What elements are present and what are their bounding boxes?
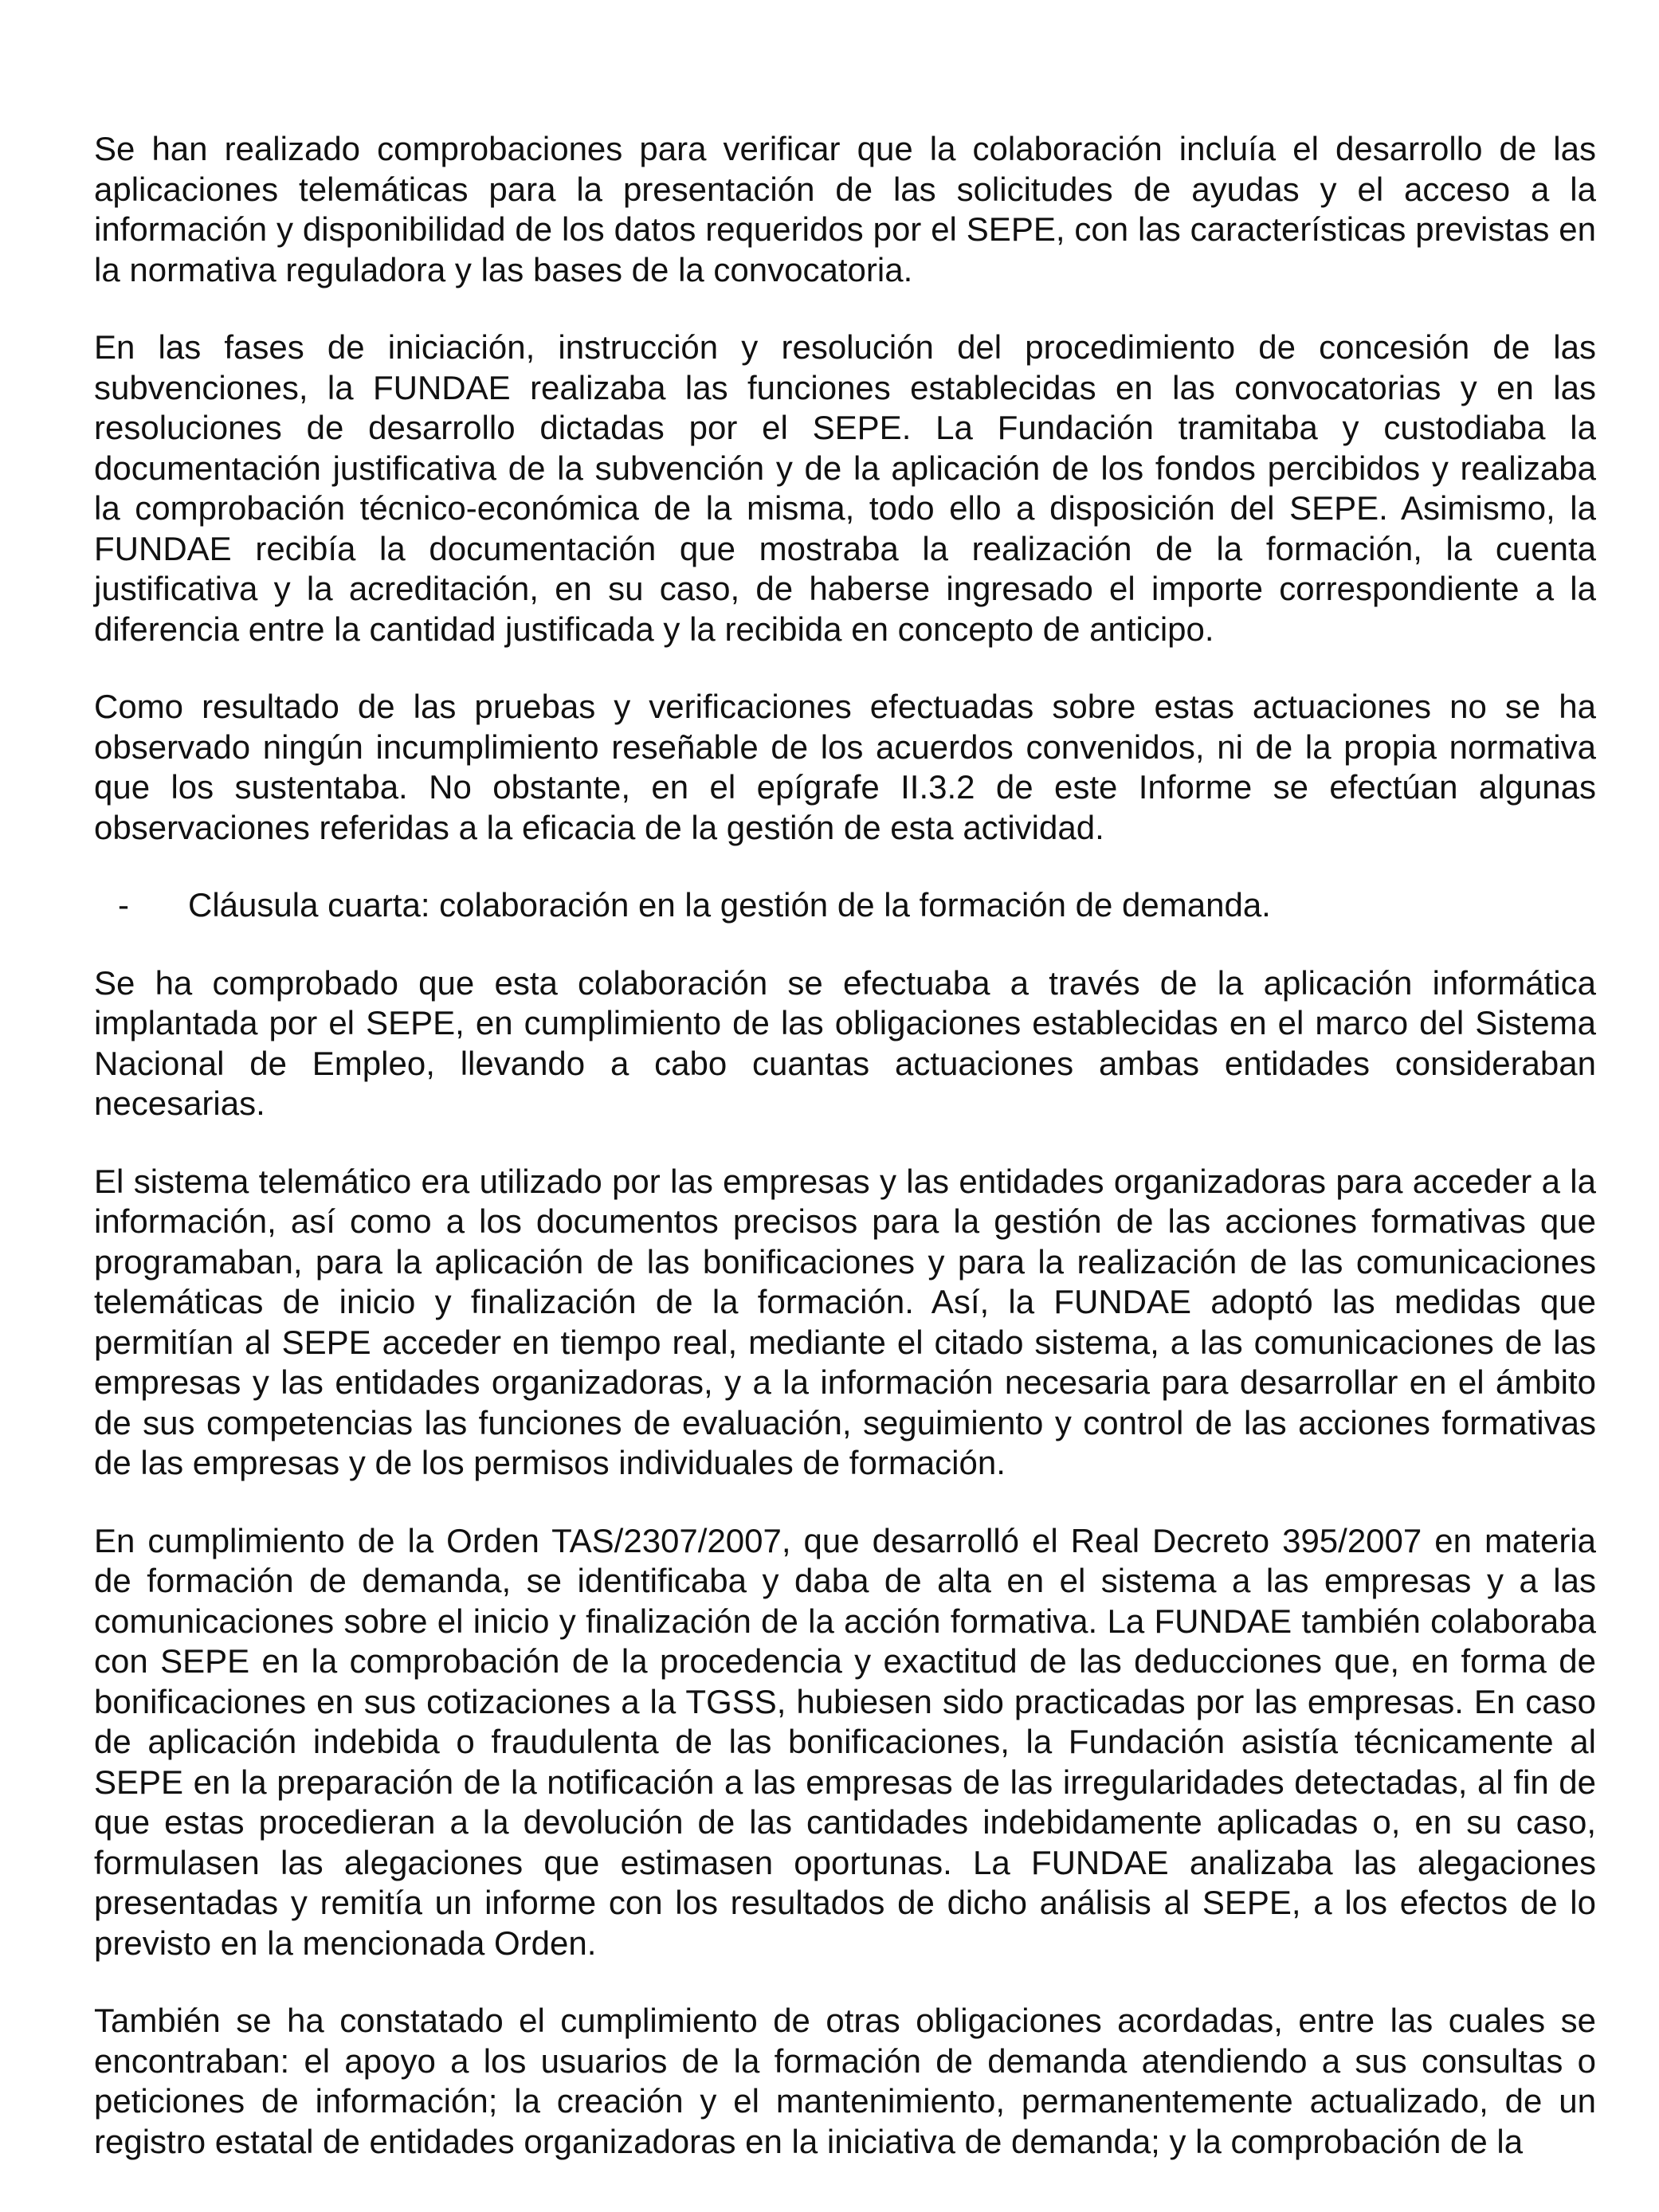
clause-title: Cláusula cuarta: colaboración en la gestión de la formación de demanda.	[188, 886, 1271, 924]
bullet-marker: -	[118, 886, 129, 924]
paragraph-telematic-system: El sistema telemático era utilizado por las empresas y las entidades organizadoras para acceder a la información, así como a los documentos precisos para la gestión de las acciones formativas que programaban, para la aplicación de las bonificaciones y para la realización de las comunicaciones telemáticas de inicio y finalización de la formación. Así, la FUNDAE adoptó las medidas que permitían al SEPE acceder en tiempo real, mediante el citado sistema, a las comunicaciones de las empresas y las entidades organizadoras, y a la información necesaria para desarrollar en el ámbito de sus competencias las funciones de evaluación, seguimiento y control de las acciones formativas de las empresas y de los permisos individuales de formación.	[94, 1162, 1596, 1481]
clause-bullet-item	[94, 885, 1596, 926]
paragraph-order-compliance: En cumplimiento de la Orden TAS/2307/2007, que desarrolló el Real Decreto 395/2007 en materia de formación de demanda, se identificaba y daba de alta en el sistema a las empresas y a las comunicaciones sobre el inicio y finalización de la acción formativa. La FUNDAE también colaboraba con SEPE en la comprobación de la procedencia y exactitud de las deducciones que, en forma de bonificaciones en sus cotizaciones a la TGSS, hubiesen sido practicadas por las empresas. En caso de aplicación indebida o fraudulenta de las bonificaciones, la Fundación asistía técnicamente al SEPE en la preparación de la notificación a las empresas de las irregularidades detectadas, al fin de que estas procedieran a la devolución de las cantidades indebidamente aplicadas o, en su caso, formulasen las alegaciones que estimasen oportunas. La FUNDAE analizaba las alegaciones presentadas y remitía un informe con los resultados de dicho análisis al SEPE, a los efectos de lo previsto en la mencionada Orden.	[94, 1521, 1596, 1962]
paragraph-application-collaboration: Se ha comprobado que esta colaboración se efectuaba a través de la aplicación informática implantada por el SEPE, en cumplimiento de las obligaciones establecidas en el marco del Sistema Nacional de Empleo, llevando a cabo cuantas actuaciones ambas entidades consideraban necesarias.	[94, 963, 1596, 1122]
paragraph-verification: Se han realizado comprobaciones para verificar que la colaboración incluía el desarrollo de las aplicaciones telemáticas para la presentación de las solicitudes de ayudas y el acceso a la información y disponibilidad de los datos requeridos por el SEPE, con las características previstas en la normativa reguladora y las bases de la convocatoria.	[94, 130, 1596, 288]
paragraph-other-obligations: También se ha constatado el cumplimiento de otras obligaciones acordadas, entre las cuales se encontraban: el apoyo a los usuarios de la formación de demanda atendiendo a sus consultas o peticiones de información; la creación y el mantenimiento, permanentemente actualizado, de un registro estatal de entidades organizadoras en la iniciativa de demanda; y la comprobación de la	[94, 2002, 1596, 2160]
paragraph-subsidy-procedure: En las fases de iniciación, instrucción y resolución del procedimiento de concesión de las subvenciones, la FUNDAE realizaba las funciones establecidas en las convocatorias y en las resoluciones de desarrollo dictadas por el SEPE. La Fundación tramitaba y custodiaba la documentación justificativa de la subvención y de la aplicación de los fondos percibidos y realizaba la comprobación técnico-económica de la misma, todo ello a disposición del SEPE. Asimismo, la FUNDAE recibía la documentación que mostraba la realización de la formación, la cuenta justificativa y la acreditación, en su caso, de haberse ingresado el importe correspondiente a la diferencia entre la cantidad justificada y la recibida en concepto de anticipo.	[94, 328, 1596, 648]
document-page	[94, 129, 1596, 2162]
paragraph-results: Como resultado de las pruebas y verificaciones efectuadas sobre estas actuaciones no se ha observado ningún incumplimiento reseñable de los acuerdos convenidos, ni de la propia normativa que los sustentaba. No obstante, en el epígrafe II.3.2 de este Informe se efectúan algunas observaciones referidas a la eficacia de la gestión de esta actividad.	[94, 688, 1596, 846]
